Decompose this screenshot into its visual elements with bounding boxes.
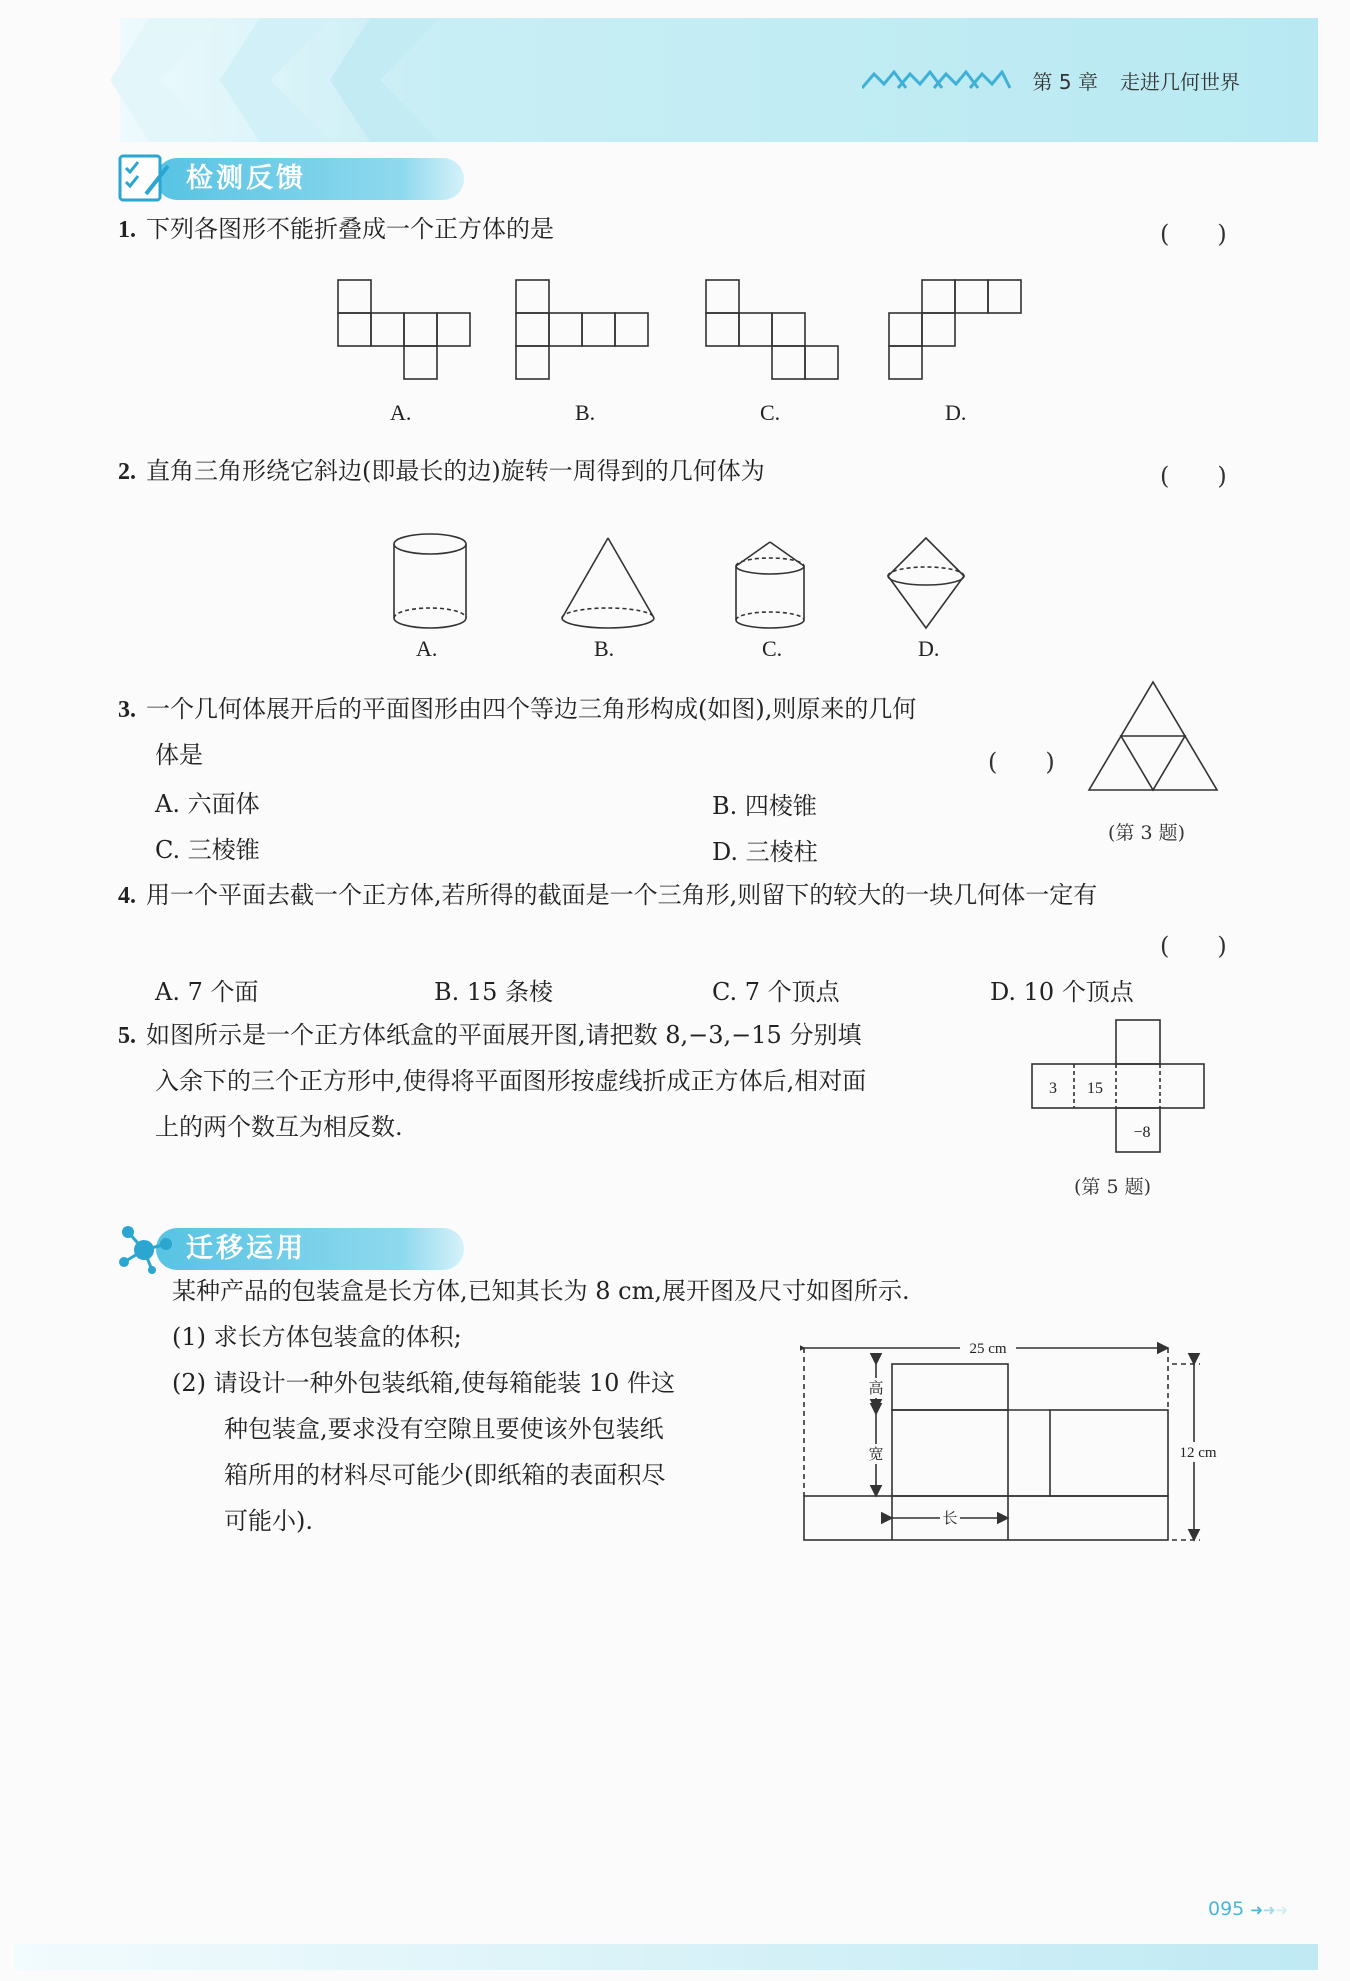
question-number: 5. [118,1023,136,1049]
molecule-icon [116,1222,176,1276]
net-b [516,280,648,379]
chapter-heading [1033,66,1240,95]
transfer-part-2-line3: 箱所用的材料尽可能少(即纸箱的表面积尽 [224,1461,666,1489]
page-number [1208,1898,1288,1920]
footer-band [14,1944,1318,1970]
answer-bracket: ( ) [1160,220,1227,248]
question-number: 4. [118,883,136,909]
dim-width-label: 25 cm [969,1341,1007,1357]
q4-option-c: C. 7 个顶点 [712,978,840,1006]
q5-cell-c: −8 [1133,1124,1151,1141]
q1-label-c: C. [760,400,781,425]
question-3 [118,692,916,727]
box-net-dimension-figure [800,1334,1220,1554]
q2-label-a: A. [416,636,438,661]
q2-label-d: D. [918,636,940,661]
question-number: 1. [118,217,136,243]
net-c [706,280,838,379]
question-2 [118,454,765,489]
q4-option-d: D. 10 个顶点 [990,978,1134,1006]
net-d [889,280,1021,379]
label-chang: 长 [942,1511,958,1527]
q3-caption: (第 3 题) [1108,822,1185,844]
dim-height-label: 12 cm [1179,1445,1217,1461]
question-text: 下列各图形不能折叠成一个正方体的是 [146,215,554,243]
q1-label-b: B. [575,400,596,425]
q5-caption: (第 5 题) [1074,1176,1151,1198]
section-feedback-label: 检测反馈 [186,163,306,194]
arrow-right-icon: ➜ [1262,1901,1276,1919]
question-1 [118,212,554,247]
q2-solids-figure [380,532,1000,642]
label-kuan: 宽 [868,1447,884,1463]
q5-cell-a: 3 [1049,1080,1057,1097]
arrow-right-icon: ➜ [1275,1901,1289,1919]
question-text-line1: 如图所示是一个正方体纸盒的平面展开图,请把数 8,−3,−15 分别填 [146,1021,862,1049]
q3-triangle-net-figure [1085,676,1235,796]
net-a [338,280,470,379]
question-text: 用一个平面去截一个正方体,若所得的截面是一个三角形,则留下的较大的一块几何体一定有 [146,881,1098,909]
q2-label-c: C. [762,636,783,661]
cone-shape [562,538,654,628]
q2-label-b: B. [594,636,615,661]
transfer-intro: 某种产品的包装盒是长方体,已知其长为 8 cm,展开图及尺寸如图所示. [172,1277,910,1305]
question-number: 2. [118,459,136,485]
section-transfer [116,1222,476,1272]
section-feedback [116,152,476,202]
answer-bracket: ( ) [1160,462,1227,490]
q4-option-b: B. 15 条棱 [434,978,554,1006]
answer-bracket: ( ) [988,748,1055,776]
double-cone-shape [888,538,964,628]
page-number-text: 095 [1208,1898,1245,1920]
q3-option-d: D. 三棱柱 [712,838,818,866]
q1-label-a: A. [390,400,412,425]
transfer-part-1: (1) 求长方体包装盒的体积; [172,1323,462,1351]
transfer-part-2-line2: 种包装盒,要求没有空隙且要使该外包装纸 [224,1415,664,1443]
question-5 [118,1018,861,1053]
q3-option-b: B. 四棱锥 [712,792,817,820]
checklist-icon [116,152,172,206]
question-number: 3. [118,697,136,723]
q1-cube-nets-figure [330,272,1050,392]
q4-option-a: A. 7 个面 [155,978,259,1006]
transfer-part-2-line1: (2) 请设计一种外包装纸箱,使每箱能装 10 件这 [172,1369,676,1397]
question-5-line3: 上的两个数互为相反数. [155,1113,403,1141]
transfer-part-2-line4: 可能小). [224,1507,313,1535]
q5-cube-net-figure [1028,1016,1218,1166]
q1-label-d: D. [945,400,967,425]
question-4 [118,878,1097,913]
question-text-line1: 一个几何体展开后的平面图形由四个等边三角形构成(如图),则原来的几何 [146,695,917,723]
q5-cell-b: 15 [1087,1080,1103,1097]
label-gao: 高 [868,1381,884,1397]
q3-option-c: C. 三棱锥 [155,836,260,864]
question-3-line2: 体是 [155,741,203,769]
cone-cylinder-shape [736,542,804,628]
mountain-decoration-icon [862,70,1012,90]
chapter-number: 第 5 章 [1032,70,1098,94]
cylinder-shape [394,534,466,628]
question-text: 直角三角形绕它斜边(即最长的边)旋转一周得到的几何体为 [146,457,765,485]
chevron-decoration-icon [110,18,530,148]
arrow-right-icon: ➜ [1250,1901,1263,1919]
chapter-title: 走进几何世界 [1120,70,1240,94]
answer-bracket: ( ) [1160,932,1227,960]
q3-option-a: A. 六面体 [155,790,260,818]
section-transfer-label: 迁移运用 [186,1233,306,1264]
question-5-line2: 入余下的三个正方形中,使得将平面图形按虚线折成正方体后,相对面 [155,1067,867,1095]
